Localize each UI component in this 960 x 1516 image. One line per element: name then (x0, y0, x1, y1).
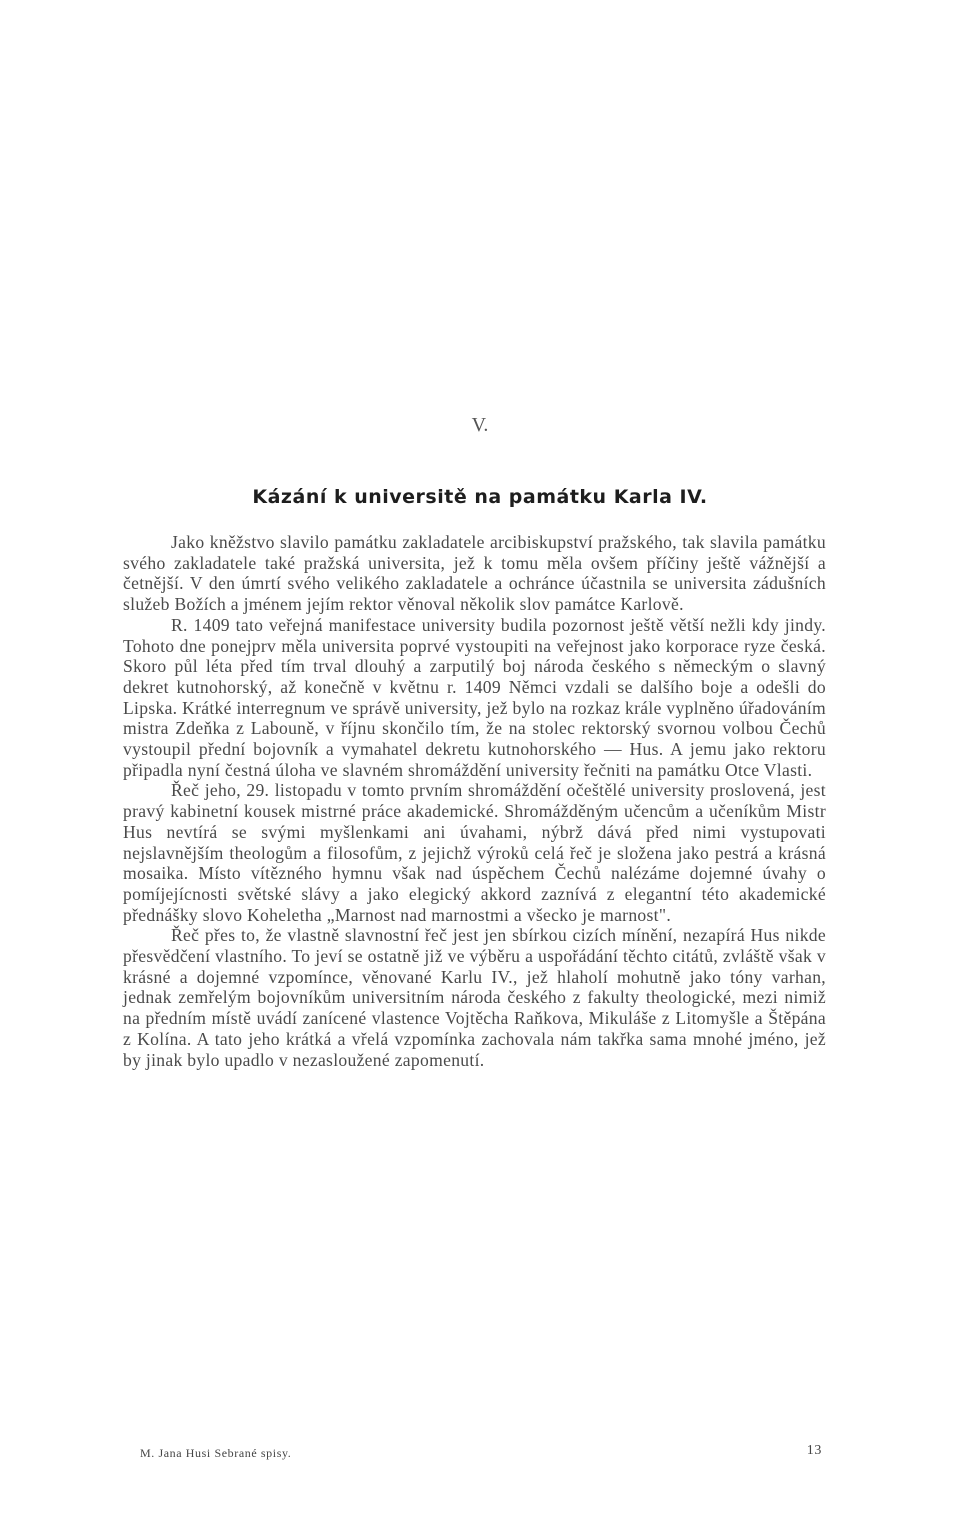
chapter-number: V. (471, 414, 489, 436)
paragraph: Řeč jeho, 29. listopadu v tomto prvním shromáždění očeštělé university proslovená, jest pravý kabinetní kousek mistrné práce akademické. Shromážděným učencům a učeníkům Mistr Hus nevtírá se svými myšlenkami ani úvahami, nýbrž dává před nimi vystupovati nejslavnějším theologům a filosofům, z jejichž výroků celá řeč je složena jako pestrá a krásná mosaika. Místo vítězného hymnu však nad úspěchem Čechů nalézáme dojemné úvahy o pomíjejícnosti světské slávy a jako elegický akkord zaznívá z elegantní této akademické přednášky slovo Koheletha „Marnost nad marnostmi a všecko je marnost". (123, 780, 826, 925)
body-text (123, 532, 826, 1070)
footer-book-title: M. Jana Husi Sebrané spisy. (140, 1446, 292, 1460)
chapter-title: Kázání k universitě na památku Karla IV. (252, 486, 708, 508)
page-footer (140, 1443, 822, 1461)
paragraph: R. 1409 tato veřejná manifestace university budila pozornost ještě větší nežli kdy jindy. Tohoto dne ponejprv měla universita poprvé vystoupiti na veřejnost jako korporace ryze česká. Skoro půl léta před tím trval dlouhý a zarputilý boj národa českého s německým o slavný dekret kutnohorský, až konečně v květnu r. 1409 Němci vzdali se dalšího boje a odešli do Lipska. Krátké interregnum ve správě university, jež bylo na rozkaz krále vyplněno úřadováním mistra Zdeňka z Labouně, v říjnu skončilo tím, že na stolec rektorský svornou volbou Čechů vystoupil přední bojovník a vymahatel dekretu kutnohorského — Hus. A jemu jako rektoru připadla nyní čestná úloha ve slavném shromáždění university řečniti na památku Otce Vlasti. (123, 614, 826, 780)
paragraph: Řeč přes to, že vlastně slavnostní řeč jest jen sbírkou cizích mínění, nezapírá Hus nikde přesvědčení vlastního. To jeví se ostatně již ve výběru a uspořádání těchto citátů, zvláště však v krásné a dojemné vzpomínce, věnované Karlu IV., jež hlaholí mohutně jako tóny varhan, jednak zemřelým bojovníkům universitním národa českého z fakulty theologické, mezi nimiž na předním místě uvádí zanícené vlastence Vojtěcha Raňkova, Mikuláše z Litomyšle a Štěpána z Kolína. A tato jeho krátká a vřelá vzpomínka zachovala nám takřka sama mnohé jméno, jež by jinak bylo upadlo v nezasloužené zapomenutí. (123, 925, 826, 1070)
paragraph: Jako kněžstvo slavilo památku zakladatele arcibiskupství pražského, tak slavila památku svého zakladatele také pražská universita, jež k tomu měla ovšem příčiny ještě vážnější a četnější. V den úmrtí svého velikého zakladatele a ochránce účastnila se universita zádušních služeb Božích a jménem jejím rektor věnoval několik slov památce Karlově. (123, 532, 826, 615)
footer-signature-mark: 13 (806, 1443, 822, 1458)
